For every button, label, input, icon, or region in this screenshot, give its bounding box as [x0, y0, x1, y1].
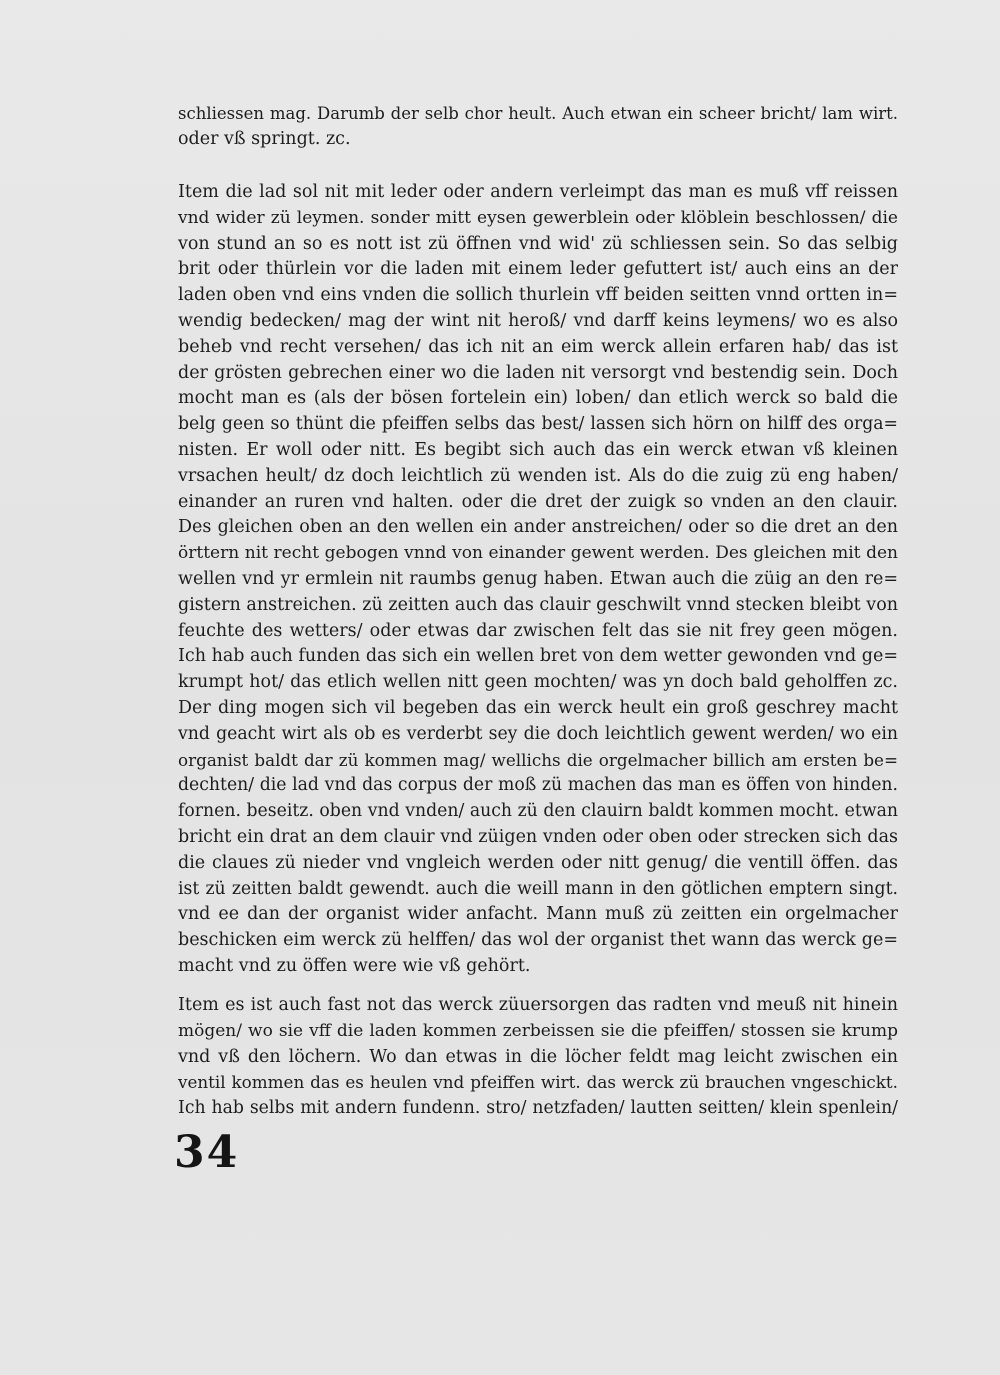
text-line: Ich hab auch funden das sich ein wellen bret von dem wetter gewonden vnd ge= — [178, 646, 898, 667]
text-line: vnd vß den löchern. Wo dan etwas in die löcher feldt mag leicht zwischen ein — [178, 1046, 898, 1067]
text-line: dechten/ die lad vnd das corpus der moß zü machen das man es öffen von hinden. — [178, 775, 898, 796]
paragraph-continuation — [178, 101, 898, 153]
text-line: vrsachen heult/ dz doch leichtlich zü wenden ist. Als do die zuig zü eng haben/ — [178, 465, 898, 486]
text-line: der grösten gebrechen einer wo die laden nit versorgt vnd bestendig sein. Doch — [178, 362, 898, 383]
text-line: Item die lad sol nit mit leder oder andern verleimpt das man es muß vff reissen — [178, 182, 898, 202]
text-line: nisten. Er woll oder nitt. Es begibt sich auch das ein werck etwan vß kleinen — [178, 439, 898, 460]
text-line: vnd geacht wirt als ob es verderbt sey die doch leichtlich gewent werden/ wo ein — [178, 723, 898, 744]
page-number: 34 — [174, 1127, 240, 1178]
text-line: oder vß springt. zc. — [178, 128, 351, 149]
text-line: Des gleichen oben an den wellen ein ander anstreichen/ oder so die dret an den — [178, 517, 898, 538]
text-line: brit oder thürlein vor die laden mit einem leder gefuttert ist/ auch eins an der — [178, 259, 898, 280]
text-line: beschicken eim werck zü helffen/ das wol der organist thet wann das werck ge= — [178, 930, 898, 951]
text-line: beheb vnd recht versehen/ das ich nit an eim werck allein erfaren hab/ das ist — [178, 336, 898, 357]
text-line: wellen vnd yr ermlein nit raumbs genug haben. Etwan auch die züig an den re= — [178, 568, 898, 589]
text-line: gistern anstreichen. zü zeitten auch das clauir geschwilt vnnd stecken bleibt von — [178, 594, 898, 615]
text-line: wendig bedecken/ mag der wint nit heroß/ vnd darff keins leymens/ wo es also — [178, 310, 898, 331]
text-line: feuchte des wetters/ oder etwas dar zwischen felt das sie nit frey geen mögen. — [178, 620, 898, 641]
text-line: ist zü zeitten baldt gewendt. auch die weill mann in den götlichen emptern singt. — [178, 878, 898, 899]
text-line: Der ding mogen sich vil begeben das ein werck heult ein groß geschrey macht — [178, 697, 898, 718]
text-line: fornen. beseitz. oben vnd vnden/ auch zü den clauirn baldt kommen mocht. etwan — [178, 801, 898, 822]
text-line: ventil kommen das es heulen vnd pfeiffen wirt. das werck zü brauchen vngeschickt. — [178, 1072, 898, 1093]
text-line: schliessen mag. Darumb der selb chor heult. Auch etwan ein scheer bricht/ lam wirt. — [178, 104, 898, 123]
text-line: belg geen so thünt die pfeiffen selbs das best/ lassen sich hörn on hilff des orga= — [178, 414, 898, 435]
text-line: macht vnd zu öffen were wie vß gehört. — [178, 955, 531, 976]
text-line: krumpt hot/ das etlich wellen nitt geen mochten/ was yn doch bald geholffen zc. — [178, 672, 898, 693]
text-line: von stund an so es nott ist zü öffnen vnd wid' zü schliessen sein. So das selbig — [178, 233, 898, 254]
text-line: organist baldt dar zü kommen mag/ wellichs die orgelmacher billich am ersten be= — [178, 749, 898, 770]
text-line: vnd ee dan der organist wider anfacht. Mann muß zü zeitten ein orgelmacher — [178, 904, 898, 925]
text-line: laden oben vnd eins vnden die sollich thurlein vff beiden seitten vnnd ortten in= — [178, 285, 898, 306]
paragraph-wind-chest — [178, 180, 898, 980]
text-line: örttern nit recht gebogen vnnd von einander gewent werden. Des gleichen mit den — [178, 543, 898, 564]
text-line: mögen/ wo sie vff die laden kommen zerbeissen sie die pfeiffen/ stossen sie krump — [178, 1020, 898, 1041]
text-line: vnd wider zü leymen. sonder mitt eysen gewerblein oder klöblein beschlossen/ die — [178, 207, 898, 228]
text-line: mocht man es (als der bösen fortelein ein) loben/ dan etlich werck so bald die — [178, 388, 898, 409]
text-line: Item es ist auch fast not das werck züuersorgen das radten vnd meuß nit hinein — [178, 995, 898, 1015]
paragraph-rats-mice — [178, 993, 898, 1122]
text-line: bricht ein drat an dem clauir vnd züigen vnden oder oben oder strecken sich das — [178, 826, 898, 847]
text-line: einander an ruren vnd halten. oder die dret der zuigk so vnden an den clauir. — [178, 491, 898, 512]
text-line: Ich hab selbs mit andern fundenn. stro/ netzfaden/ lautten seitten/ klein spenlein/ — [178, 1098, 898, 1119]
text-line: die claues zü nieder vnd vngleich werden oder nitt genug/ die ventill öffen. das — [178, 852, 898, 873]
